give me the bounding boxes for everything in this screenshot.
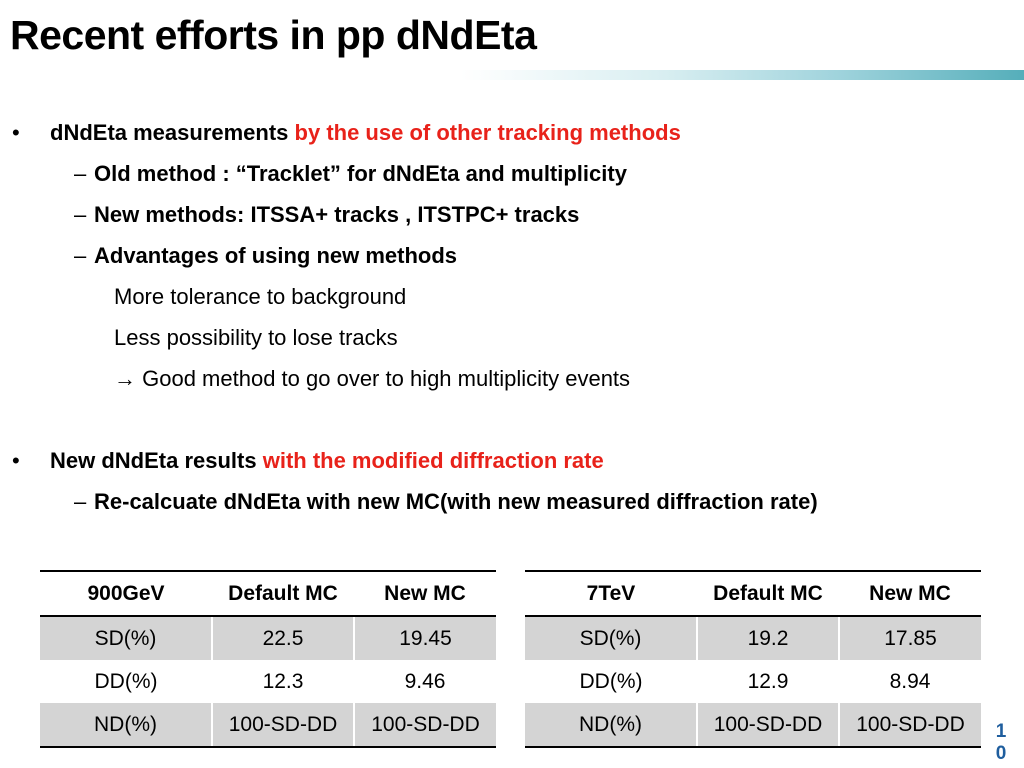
table-row: [525, 616, 981, 660]
sub-bullet-advantages: Advantages of using new methods: [94, 243, 458, 268]
table-cell: 19.45: [354, 616, 496, 660]
dash-marker: –: [74, 489, 87, 514]
table-cell: 12.9: [747, 669, 789, 693]
table-cell: ND(%): [525, 703, 697, 747]
bullet-1-highlight: by the use of other tracking methods: [294, 120, 681, 145]
table-header-cell: 900GeV: [40, 571, 212, 616]
table-row: [525, 703, 981, 747]
table-cell: 100-SD-DD: [839, 703, 981, 747]
title-underline-bar: [0, 70, 1024, 80]
detail-tolerance: More tolerance to background: [114, 284, 407, 309]
table-header-row: [525, 571, 981, 616]
bullet-marker: •: [12, 120, 20, 145]
table-cell: 100-SD-DD: [697, 703, 839, 747]
table-cell: 100-SD-DD: [354, 703, 496, 747]
detail-lose-tracks: Less possibility to lose tracks: [114, 325, 398, 350]
table-header-cell: New MC: [354, 571, 496, 616]
table-cell: 100-SD-DD: [212, 703, 354, 747]
table-cell: 19.2: [697, 616, 839, 660]
bullet-2-text: New dNdEta results: [50, 448, 263, 473]
table-header-cell: 7TeV: [525, 571, 697, 616]
table-header-cell: New MC: [839, 571, 981, 616]
table-cell: DD(%): [579, 669, 643, 693]
bullet-2-highlight: with the modified diffraction rate: [262, 448, 604, 473]
sub-bullet-recalculate: Re-calcuate dNdEta with new MC(with new measured diffraction rate): [94, 489, 818, 514]
sub-bullet-old-method: Old method : “Tracklet” for dNdEta and multiplicity: [94, 161, 627, 186]
dash-marker: –: [74, 243, 87, 268]
dash-marker: –: [74, 202, 87, 227]
table-header-cell: Default MC: [697, 571, 839, 616]
slide-title: Recent efforts in pp dNdEta: [10, 12, 537, 58]
table-900gev: [40, 570, 496, 748]
table-cell: 17.85: [839, 616, 981, 660]
page-number: 10: [995, 721, 1007, 764]
table-cell: ND(%): [40, 703, 212, 747]
table-cell: SD(%): [40, 616, 212, 660]
table-header-row: [40, 571, 496, 616]
table-cell: 9.46: [404, 669, 446, 693]
bullet-marker: •: [12, 448, 20, 473]
table-row: [40, 703, 496, 747]
bullet-1-text: dNdEta measurements: [50, 120, 295, 145]
sub-bullet-new-methods: New methods: ITSSA+ tracks , ITSTPC+ tracks: [94, 202, 580, 227]
arrow-right-icon: →: [114, 366, 136, 391]
table-cell: SD(%): [525, 616, 697, 660]
table-row: [40, 616, 496, 660]
table-header-cell: Default MC: [212, 571, 354, 616]
table-row: [525, 660, 981, 703]
dash-marker: –: [74, 161, 87, 186]
detail-good-method: [114, 366, 630, 392]
table-cell: 22.5: [212, 616, 354, 660]
table-cell: DD(%): [94, 669, 158, 693]
table-cell: 12.3: [262, 669, 304, 693]
table-row: [40, 660, 496, 703]
detail-good-method-text: Good method to go over to high multiplicity events: [136, 366, 631, 391]
table-cell: 8.94: [889, 669, 931, 693]
bullet-2: [50, 448, 604, 474]
bullet-1: [50, 120, 681, 146]
table-7tev: [525, 570, 981, 748]
